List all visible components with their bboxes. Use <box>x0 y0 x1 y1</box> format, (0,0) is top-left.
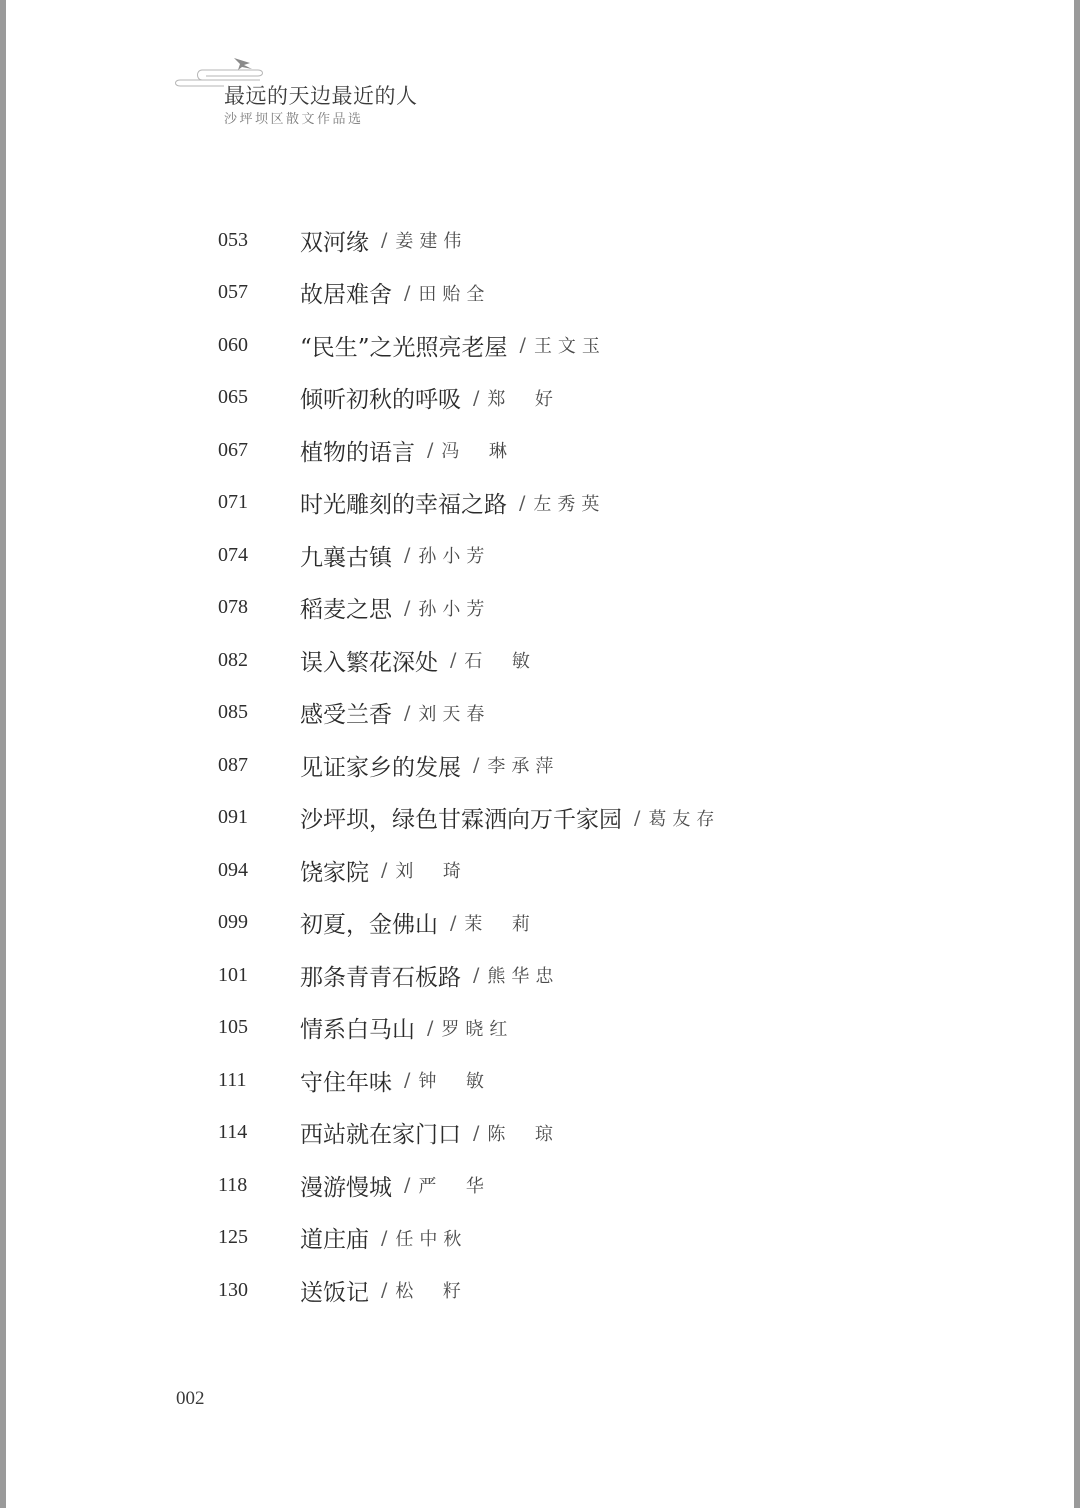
toc-separator: / <box>634 806 641 829</box>
toc-separator: / <box>381 1226 388 1249</box>
toc-separator: / <box>473 1121 480 1144</box>
toc-page-number: 053 <box>218 228 248 251</box>
toc-page-number: 078 <box>218 596 248 619</box>
toc-entry[interactable] <box>218 687 978 740</box>
table-of-contents <box>218 214 978 1317</box>
toc-page-number: 130 <box>218 1278 248 1301</box>
toc-page-number: 085 <box>218 701 248 724</box>
toc-entry[interactable] <box>218 1002 978 1055</box>
toc-separator: / <box>473 964 480 987</box>
toc-entry[interactable] <box>218 319 978 372</box>
toc-separator: / <box>427 439 434 462</box>
toc-entry[interactable] <box>218 844 978 897</box>
toc-page-number: 091 <box>218 806 248 829</box>
toc-page-number: 111 <box>218 1068 247 1091</box>
toc-page-number: 060 <box>218 333 248 356</box>
toc-entry-title: 那条青青石板路 <box>300 964 461 991</box>
toc-entry-author: 葛友存 <box>648 808 721 830</box>
book-title: 最远的天边最近的人 <box>224 84 418 108</box>
toc-separator: / <box>381 229 388 252</box>
toc-page-number: 065 <box>218 386 248 409</box>
toc-entry-author: 孙小芳 <box>418 598 491 620</box>
toc-page-number: 118 <box>218 1173 248 1196</box>
toc-entry[interactable] <box>218 1264 978 1317</box>
toc-entry[interactable] <box>218 424 978 477</box>
toc-entry[interactable] <box>218 1159 978 1212</box>
toc-entry-title: 情系白马山 <box>300 1017 415 1044</box>
toc-separator: / <box>404 281 411 304</box>
toc-entry-title: 感受兰香 <box>300 702 392 729</box>
toc-separator: / <box>473 386 480 409</box>
toc-entry[interactable] <box>218 529 978 582</box>
toc-page-number: 087 <box>218 753 248 776</box>
toc-separator: / <box>450 911 457 934</box>
toc-separator: / <box>450 649 457 672</box>
toc-entry-title: 植物的语言 <box>300 439 415 466</box>
toc-entry-title: 见证家乡的发展 <box>300 754 461 781</box>
toc-separator: / <box>427 1016 434 1039</box>
toc-entry-author: 茉 莉 <box>464 913 536 935</box>
toc-entry-title: 守住年味 <box>300 1069 392 1096</box>
toc-separator: / <box>519 491 526 514</box>
toc-page-number: 099 <box>218 911 248 934</box>
toc-entry-title: 误入繁花深处 <box>300 649 438 676</box>
toc-entry-title: 漫游慢城 <box>300 1174 392 1201</box>
toc-page-number: 067 <box>218 438 248 461</box>
toc-entry-author: 田贻全 <box>418 283 491 305</box>
toc-entry[interactable] <box>218 949 978 1002</box>
toc-entry-title: 稻麦之思 <box>300 597 392 624</box>
toc-separator: / <box>404 1174 411 1197</box>
book-page <box>6 0 1074 1508</box>
toc-entry[interactable] <box>218 267 978 320</box>
toc-page-number: 125 <box>218 1226 248 1249</box>
running-header <box>172 50 432 130</box>
toc-entry-title: 九襄古镇 <box>300 544 392 571</box>
toc-entry[interactable] <box>218 1107 978 1160</box>
toc-entry[interactable] <box>218 897 978 950</box>
toc-page-number: 082 <box>218 648 248 671</box>
toc-entry-author: 陈 琼 <box>487 1123 559 1145</box>
toc-entry-author: 李承萍 <box>487 756 560 778</box>
toc-entry-title: “民生”之光照亮老屋 <box>300 334 508 361</box>
toc-entry-author: 刘天春 <box>418 703 491 725</box>
toc-separator: / <box>519 334 526 357</box>
toc-entry[interactable] <box>218 1212 978 1265</box>
toc-separator: / <box>404 1069 411 1092</box>
toc-entry-author: 左秀英 <box>533 493 606 515</box>
toc-entry-author: 刘 琦 <box>395 861 467 883</box>
toc-entry-author: 石 敏 <box>464 651 536 673</box>
toc-page-number: 057 <box>218 281 248 304</box>
toc-entry-title: 道庄庙 <box>300 1227 369 1254</box>
toc-separator: / <box>381 1279 388 1302</box>
toc-entry-title: 双河缘 <box>300 229 369 256</box>
toc-entry[interactable] <box>218 739 978 792</box>
toc-entry-title: 送饭记 <box>300 1279 369 1306</box>
toc-entry[interactable] <box>218 582 978 635</box>
toc-entry-title: 饶家院 <box>300 859 369 886</box>
toc-page-number: 074 <box>218 543 248 566</box>
toc-entry-author: 严 华 <box>418 1176 490 1198</box>
toc-entry-author: 郑 好 <box>487 388 559 410</box>
toc-entry[interactable] <box>218 372 978 425</box>
toc-separator: / <box>404 544 411 567</box>
toc-entry-author: 冯 琳 <box>441 441 513 463</box>
toc-entry-title: 初夏，金佛山 <box>300 912 438 939</box>
toc-entry[interactable] <box>218 214 978 267</box>
toc-page-number: 094 <box>218 858 248 881</box>
toc-page-number: 101 <box>218 963 248 986</box>
toc-separator: / <box>473 754 480 777</box>
toc-entry-title: 时光雕刻的幸福之路 <box>300 492 507 519</box>
toc-entry-author: 王文玉 <box>533 336 606 358</box>
toc-separator: / <box>404 701 411 724</box>
toc-entry-author: 孙小芳 <box>418 546 491 568</box>
toc-entry-author: 姜建伟 <box>395 231 468 253</box>
toc-separator: / <box>404 596 411 619</box>
toc-page-number: 114 <box>218 1121 248 1144</box>
book-subtitle: 沙坪坝区散文作品选 <box>224 112 364 127</box>
toc-entry-title: 倾听初秋的呼吸 <box>300 387 461 414</box>
toc-entry-author: 松 籽 <box>395 1281 467 1303</box>
toc-entry-author: 熊华忠 <box>487 966 560 988</box>
toc-entry-author: 钟 敏 <box>418 1071 490 1093</box>
toc-entry[interactable] <box>218 477 978 530</box>
toc-entry[interactable] <box>218 634 978 687</box>
toc-entry-author: 罗晓红 <box>441 1018 514 1040</box>
toc-separator: / <box>381 859 388 882</box>
page-number: 002 <box>176 1388 205 1409</box>
toc-entry-title: 西站就在家门口 <box>300 1122 461 1149</box>
toc-entry-title: 沙坪坝，绿色甘霖洒向万千家园 <box>300 807 622 834</box>
toc-page-number: 105 <box>218 1016 248 1039</box>
toc-entry[interactable] <box>218 792 978 845</box>
toc-entry-title: 故居难舍 <box>300 282 392 309</box>
toc-page-number: 071 <box>218 491 248 514</box>
toc-entry[interactable] <box>218 1054 978 1107</box>
toc-entry-author: 任中秋 <box>395 1228 468 1250</box>
